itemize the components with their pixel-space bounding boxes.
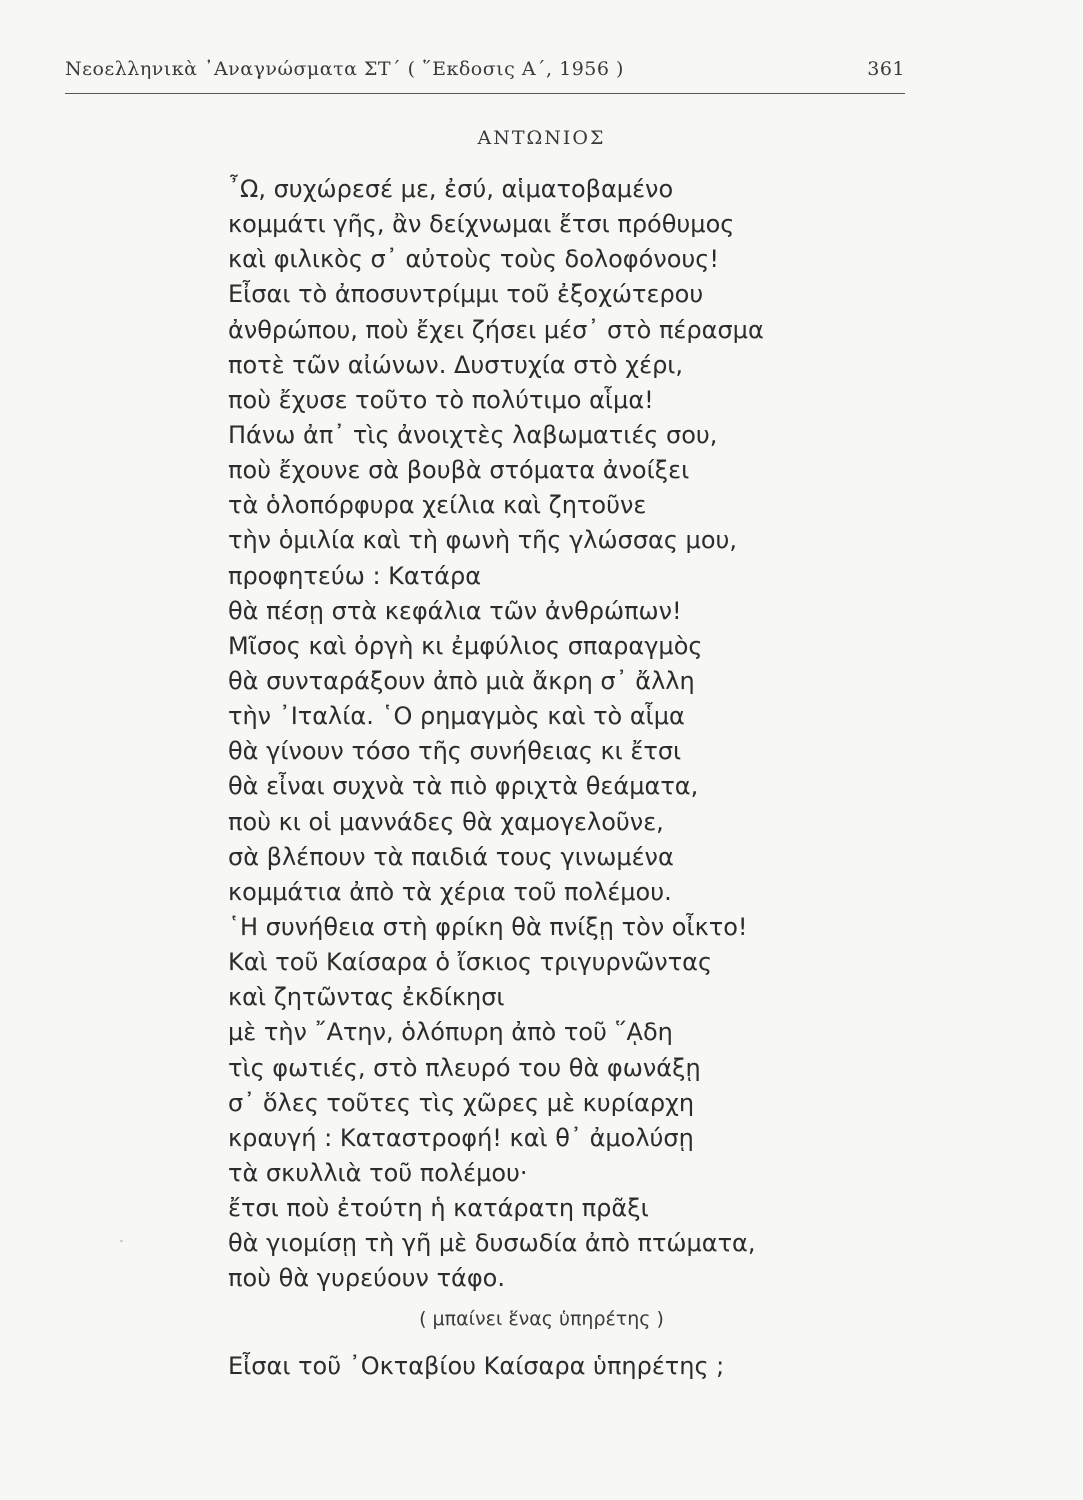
verse-line: ποτὲ τῶν αἰώνων. Δυστυχία στὸ χέρι, <box>228 350 684 379</box>
verse-line: μὲ τὴν ῎Ατην, ὁλόπυρη ἀπὸ τοῦ ῞ᾼδη <box>228 1018 673 1047</box>
verse-line: προφητεύω : Κατάρα <box>228 561 482 590</box>
verse-line: καὶ φιλικὸς σ᾿ αὐτοὺς τοὺς δολοφόνους! <box>228 245 720 274</box>
verse-line: ποὺ θὰ γυρεύουν τάφο. <box>228 1264 505 1293</box>
verse-line: θὰ γιομίσῃ τὴ γῆ μὲ δυσωδία ἀπὸ πτώματα, <box>228 1229 756 1258</box>
running-header <box>65 58 905 88</box>
verse-line: Πάνω ἀπ᾿ τὶς ἀνοιχτὲς λαβωματιές σου, <box>228 420 718 449</box>
verse-line: θὰ συνταράξουν ἀπὸ μιὰ ἄκρη σ᾿ ἄλλη <box>228 666 695 695</box>
verse-line: ῾Η συνήθεια στὴ φρίκη θὰ πνίξῃ τὸν οἶκτο! <box>228 912 748 941</box>
verse-line: κομμάτια ἀπὸ τὰ χέρια τοῦ πολέμου. <box>228 877 672 906</box>
verse-line: ῏Ω, συχώρεσέ με, ἐσύ, αἱματοβαμένο <box>228 175 674 203</box>
verse-line: ποὺ κι οἱ μαννάδες θὰ χαμογελοῦνε, <box>228 807 664 836</box>
header-rule <box>65 93 905 94</box>
verse-line: θὰ πέσῃ στὰ κεφάλια τῶν ἀνθρώπων! <box>228 596 682 625</box>
verse-line: ποὺ ἔχυσε τοῦτο τὸ πολύτιμο αἷμα! <box>228 385 654 414</box>
verse-line: θὰ εἶναι συχνὰ τὰ πιὸ φριχτὰ θεάματα, <box>228 772 699 801</box>
page-number: 361 <box>867 58 905 80</box>
verse-line: ποὺ ἔχουνε σὰ βουβὰ στόματα ἀνοίξει <box>228 456 690 485</box>
verse-line: τὰ σκυλλιὰ τοῦ πολέμου· <box>228 1158 528 1187</box>
closing-verse-line: Εἶσαι τοῦ ᾿Οκταβίου Καίσαρα ὑπηρέτης ; <box>228 1352 725 1380</box>
verse-line: κομμάτι γῆς, ἂν δείχνωμαι ἔτσι πρόθυμος <box>228 210 735 239</box>
verse-block <box>228 172 764 1297</box>
stage-direction: ( μπαίνει ἕνας ὑπηρέτης ) <box>419 1308 664 1330</box>
verse-line: Μῖσος καὶ ὀργὴ κι ἐμφύλιος σπαραγμὸς <box>228 631 703 660</box>
verse-line: τὴν ὁμιλία καὶ τὴ φωνὴ τῆς γλώσσας μου, <box>228 526 738 555</box>
verse-line: κραυγή : Καταστροφή! καὶ θ᾿ ἀμολύσῃ <box>228 1123 694 1152</box>
header-title: Νεοελληνικὰ ᾿Αναγνώσματα ΣΤ΄ ( ῞Εκδοσις Α΄, 1956 ) <box>65 58 624 80</box>
speaker-name: ΑΝΤΩΝΙΟΣ <box>477 127 606 149</box>
verse-line: τὴν ᾿Ιταλία. ῾Ο ρημαγμὸς καὶ τὸ αἷμα <box>228 702 685 731</box>
verse-line: σ᾿ ὅλες τοῦτες τὶς χῶρες μὲ κυρίαρχη <box>228 1088 695 1117</box>
verse-line: Εἶσαι τὸ ἀποσυντρίμμι τοῦ ἐξοχώτερου <box>228 280 704 309</box>
verse-line: σὰ βλέπουν τὰ παιδιά τους γινωμένα <box>228 842 674 871</box>
verse-line: καὶ ζητῶντας ἐκδίκησι <box>228 983 505 1012</box>
verse-line: θὰ γίνουν τόσο τῆς συνήθειας κι ἔτσι <box>228 737 682 766</box>
verse-line: ἔτσι ποὺ ἐτούτη ἡ κατάρατη πρᾶξι <box>228 1194 649 1223</box>
verse-line: ἀνθρώπου, ποὺ ἔχει ζήσει μέσ᾿ στὸ πέρασμα <box>228 315 764 344</box>
verse-line: τὶς φωτιές, στὸ πλευρό του θὰ φωνάξῃ <box>228 1053 701 1082</box>
verse-line: τὰ ὁλοπόρφυρα χείλια καὶ ζητοῦνε <box>228 491 647 520</box>
margin-mark <box>120 1240 123 1242</box>
verse-line: Καὶ τοῦ Καίσαρα ὁ ἴσκιος τριγυρνῶντας <box>228 948 713 977</box>
